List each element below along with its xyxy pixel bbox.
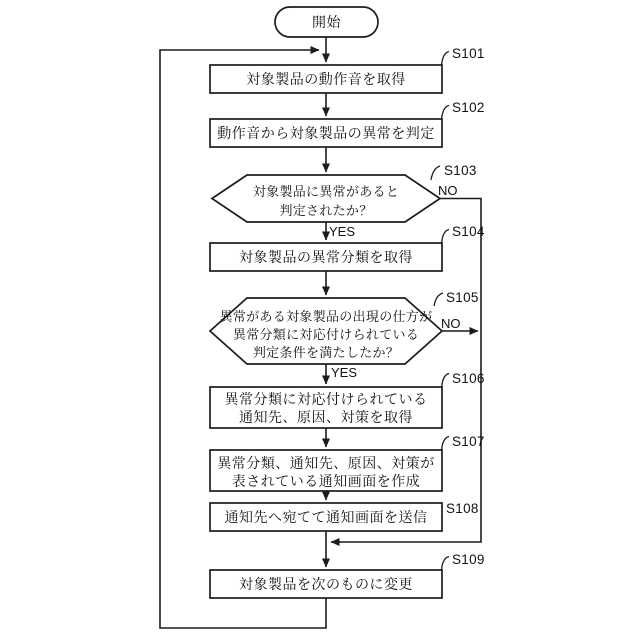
step-s105-leader <box>434 293 443 306</box>
step-s102 <box>210 100 485 147</box>
step-s105-text-line1: 異常がある対象製品の出現の仕方が <box>219 309 433 324</box>
step-s109 <box>210 552 485 598</box>
step-s106-id-label: S106 <box>452 371 485 386</box>
step-s108 <box>210 501 479 531</box>
step-s103-leader <box>431 166 440 180</box>
step-s102-text: 動作音から対象製品の異常を判定 <box>217 125 435 141</box>
step-s107-text-line2: 表されている通知画面を作成 <box>231 473 421 489</box>
step-s101-text: 対象製品の動作音を取得 <box>246 71 406 87</box>
step-s103-text-line1: 対象製品に異常があると <box>252 184 400 199</box>
step-s101-leader <box>442 52 450 67</box>
no-label-s105: NO <box>441 316 461 331</box>
step-s103-text-line2: 判定されたか？ <box>279 203 373 218</box>
step-s105 <box>210 290 479 380</box>
step-s105-text-line3: 判定条件を満たしたか？ <box>252 345 400 360</box>
step-s106-text-line1: 異常分類に対応付けられている <box>224 391 428 407</box>
step-s107-leader <box>442 437 450 452</box>
step-s104-leader <box>442 230 450 245</box>
start-terminal-label: 開始 <box>312 14 341 30</box>
step-s107 <box>210 434 485 491</box>
step-s103 <box>212 163 477 239</box>
step-s108-id-label: S108 <box>446 501 479 516</box>
step-s105-text-line2: 異常分類に対応付けられている <box>232 327 420 342</box>
step-s101 <box>210 46 485 93</box>
step-s102-id-label: S102 <box>452 100 485 115</box>
step-s105-id-label: S105 <box>446 290 479 305</box>
step-s104-text: 対象製品の異常分類を取得 <box>239 249 413 265</box>
step-s106-text-line2: 通知先、原因、対策を取得 <box>239 409 413 425</box>
start-terminal <box>275 7 378 37</box>
step-s101-id-label: S101 <box>452 46 485 61</box>
step-s107-text-line1: 異常分類、通知先、原因、対策が <box>217 455 435 471</box>
step-s107-id-label: S107 <box>452 434 485 449</box>
step-s103-id-label: S103 <box>444 163 477 178</box>
no-label-s103: NO <box>438 183 458 198</box>
step-s106-leader <box>442 374 450 389</box>
yes-label-s103: YES <box>329 224 356 239</box>
step-s104-id-label: S104 <box>452 224 485 239</box>
yes-label-s105: YES <box>331 365 358 380</box>
step-s109-text: 対象製品を次のものに変更 <box>239 576 413 592</box>
step-s108-text: 通知先へ宛てて通知画面を送信 <box>224 509 428 525</box>
step-s109-leader <box>442 557 450 571</box>
step-s109-id-label: S109 <box>452 552 485 567</box>
step-s102-leader <box>442 106 450 121</box>
